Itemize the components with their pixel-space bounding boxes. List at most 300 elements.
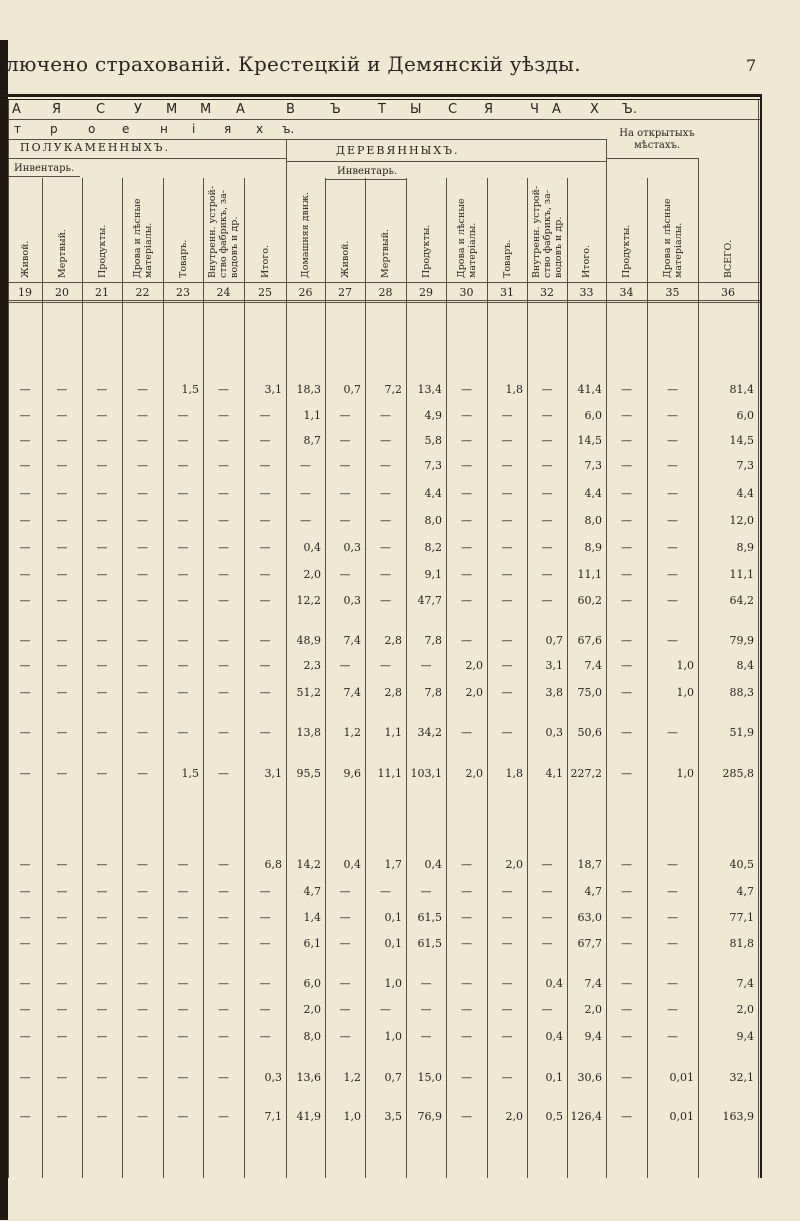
table-cell: 1,8	[505, 383, 523, 396]
table-cell: 81,4	[729, 383, 754, 396]
table-cell: —	[541, 514, 553, 527]
table-cell: 81,8	[729, 937, 754, 950]
table-cell: —	[380, 541, 391, 554]
table-cell: —	[19, 594, 31, 607]
column-number: 26	[298, 286, 313, 299]
banner-letter: е	[122, 122, 130, 136]
table-cell: —	[621, 487, 632, 500]
table-cell: —	[19, 514, 31, 527]
table-cell: 4,1	[545, 767, 563, 780]
table-cell: —	[56, 459, 68, 472]
table-cell: 51,2	[296, 686, 321, 699]
table-cell: —	[501, 459, 513, 472]
table-cell: —	[380, 459, 391, 472]
table-cell: 13,4	[417, 383, 442, 396]
table-cell: 1,0	[384, 977, 402, 990]
table-cell: 3,1	[545, 659, 563, 672]
banner-letter: ъ.	[282, 122, 295, 136]
table-cell: 0,3	[545, 726, 563, 739]
table-cell: —	[461, 459, 472, 472]
table-cell: 75,0	[577, 686, 602, 699]
table-cell: —	[667, 634, 678, 647]
table-cell: —	[56, 911, 68, 924]
table-cell: —	[177, 568, 189, 581]
table-cell: 2,8	[384, 634, 402, 647]
table-cell: 15,0	[417, 1071, 442, 1084]
table-cell: 2,0	[505, 1110, 523, 1123]
table-cell: 0,4	[545, 1030, 563, 1043]
table-cell: 11,1	[377, 767, 402, 780]
table-cell: —	[177, 594, 189, 607]
column-number: 32	[540, 286, 554, 299]
table-cell: —	[19, 767, 31, 780]
table-cell: —	[339, 459, 351, 472]
banner-letter: о	[88, 122, 96, 136]
banner-letter: Я	[52, 102, 62, 117]
table-cell: 8,4	[736, 659, 754, 672]
table-cell: —	[621, 634, 632, 647]
table-cell: —	[621, 977, 632, 990]
table-cell: 48,9	[296, 634, 321, 647]
table-cell: —	[96, 1071, 108, 1084]
table-cell: —	[541, 858, 553, 871]
table-cell: 0,4	[545, 977, 563, 990]
table-cell: 40,5	[729, 858, 754, 871]
column-number: 25	[258, 286, 272, 299]
table-cell: —	[380, 568, 391, 581]
table-cell: —	[501, 634, 513, 647]
table-cell: —	[96, 659, 108, 672]
table-cell: 6,8	[264, 858, 282, 871]
table-cell: 0,4	[303, 541, 321, 554]
table-cell: —	[461, 1030, 472, 1043]
table-cell: —	[501, 541, 513, 554]
table-cell: 11,1	[729, 568, 754, 581]
table-cell: —	[621, 514, 632, 527]
table-cell: 1,5	[181, 767, 199, 780]
banner-letter: С	[96, 102, 106, 117]
table-cell: —	[19, 686, 31, 699]
column-label: Внутренн. устрой- ство фабрикъ, за- водовъ и др.	[207, 185, 240, 278]
table-cell: 0,4	[424, 858, 442, 871]
column-rule	[42, 178, 43, 1178]
column-label: Итого.	[581, 245, 592, 278]
table-cell: 63,0	[577, 911, 602, 924]
table-cell: 1,0	[384, 1030, 402, 1043]
table-cell: 0,3	[343, 594, 361, 607]
table-cell: —	[177, 409, 189, 422]
table-cell: 34,2	[417, 726, 442, 739]
table-cell: 41,9	[296, 1110, 321, 1123]
table-cell: 1,1	[384, 726, 402, 739]
table-cell: —	[380, 885, 391, 898]
table-cell: 18,3	[296, 383, 321, 396]
table-cell: —	[19, 434, 31, 447]
inventory-right-label: Инвентарь.	[337, 166, 398, 177]
table-cell: —	[541, 937, 553, 950]
table-cell: —	[380, 659, 391, 672]
inventory-left-underline	[8, 176, 80, 177]
table-cell: —	[56, 726, 68, 739]
table-cell: —	[56, 383, 68, 396]
column-number: 36	[721, 286, 735, 299]
column-number: 21	[95, 286, 109, 299]
table-cell: —	[218, 911, 229, 924]
table-cell: 0,7	[545, 634, 563, 647]
table-cell: —	[461, 1003, 472, 1016]
table-cell: —	[461, 726, 472, 739]
table-cell: —	[621, 885, 632, 898]
table-cell: —	[461, 434, 472, 447]
table-cell: —	[137, 434, 148, 447]
frame-right	[760, 94, 762, 1178]
table-cell: —	[177, 726, 189, 739]
table-cell: —	[667, 726, 678, 739]
table-cell: —	[259, 459, 271, 472]
table-cell: —	[380, 409, 391, 422]
banner-letter: Х	[590, 102, 599, 117]
table-cell: —	[259, 726, 271, 739]
table-cell: 14,2	[296, 858, 321, 871]
banner-letter: М	[166, 102, 178, 117]
table-cell: 6,0	[736, 409, 754, 422]
table-cell: 1,0	[676, 686, 694, 699]
column-rule	[487, 178, 488, 1178]
semi-stone-underline	[8, 158, 286, 159]
table-cell: —	[19, 1030, 31, 1043]
table-cell: —	[96, 383, 108, 396]
table-cell: 0,7	[343, 383, 361, 396]
table-cell: 79,9	[729, 634, 754, 647]
table-cell: —	[621, 568, 632, 581]
table-cell: —	[56, 434, 68, 447]
table-cell: —	[137, 885, 148, 898]
table-cell: —	[621, 1003, 632, 1016]
table-cell: —	[501, 487, 513, 500]
table-cell: —	[137, 541, 148, 554]
table-cell: —	[339, 977, 351, 990]
column-label: Итого.	[259, 245, 271, 278]
top-rule	[0, 94, 760, 97]
banner-letter: і	[192, 122, 196, 136]
table-cell: —	[137, 459, 148, 472]
table-cell: —	[56, 686, 68, 699]
table-cell: —	[19, 937, 31, 950]
table-cell: 2,0	[465, 686, 483, 699]
table-cell: 2,8	[384, 686, 402, 699]
column-number: 31	[500, 286, 514, 299]
table-cell: —	[19, 459, 31, 472]
table-cell: 4,4	[736, 487, 754, 500]
column-number: 35	[665, 286, 680, 299]
table-cell: 2,0	[505, 858, 523, 871]
table-cell: —	[667, 568, 678, 581]
table-cell: —	[339, 885, 351, 898]
table-cell: —	[541, 459, 553, 472]
column-number: 20	[55, 286, 69, 299]
table-cell: —	[218, 541, 229, 554]
table-cell: —	[96, 594, 108, 607]
column-label: Мертвый.	[56, 229, 68, 278]
column-rule	[163, 178, 164, 1178]
table-cell: —	[96, 514, 108, 527]
table-cell: —	[541, 409, 553, 422]
table-cell: —	[137, 568, 148, 581]
table-cell: 61,5	[417, 911, 442, 924]
table-cell: —	[96, 634, 108, 647]
table-cell: —	[667, 434, 678, 447]
table-cell: —	[501, 409, 513, 422]
table-cell: —	[177, 459, 189, 472]
table-cell: —	[420, 885, 432, 898]
table-cell: —	[259, 409, 271, 422]
banner-letter: х	[256, 122, 264, 136]
table-cell: —	[218, 686, 229, 699]
table-cell: 7,4	[584, 977, 602, 990]
table-cell: 126,4	[570, 1110, 602, 1123]
table-cell: —	[667, 977, 678, 990]
table-cell: —	[19, 1071, 31, 1084]
table-cell: —	[137, 594, 148, 607]
table-cell: —	[501, 937, 513, 950]
table-cell: —	[96, 487, 108, 500]
column-label: Продукты.	[96, 224, 108, 278]
banner-letter: А	[12, 102, 21, 117]
table-cell: —	[218, 487, 229, 500]
binding-edge	[0, 40, 8, 1220]
table-cell: —	[667, 514, 678, 527]
column-label: Дрова и лѣсные матеріалы.	[131, 198, 154, 278]
table-cell: —	[339, 937, 351, 950]
table-cell: 8,0	[303, 1030, 321, 1043]
table-cell: —	[56, 1110, 68, 1123]
table-cell: 5,8	[424, 434, 442, 447]
table-cell: —	[461, 977, 472, 990]
table-cell: —	[501, 514, 513, 527]
table-cell: —	[461, 1071, 472, 1084]
table-cell: 13,8	[296, 726, 321, 739]
table-cell: 7,3	[424, 459, 442, 472]
table-cell: 163,9	[722, 1110, 754, 1123]
table-cell: 0,01	[669, 1071, 694, 1084]
table-cell: 1,1	[303, 409, 321, 422]
table-cell: —	[621, 541, 632, 554]
table-cell: —	[541, 911, 553, 924]
table-cell: —	[218, 726, 229, 739]
table-cell: —	[19, 568, 31, 581]
banner-letter: Ъ.	[622, 102, 637, 117]
table-cell: —	[96, 686, 108, 699]
table-cell: 1,8	[505, 767, 523, 780]
table-cell: —	[621, 937, 632, 950]
table-cell: —	[96, 568, 108, 581]
table-cell: —	[96, 541, 108, 554]
table-cell: —	[218, 977, 229, 990]
table-cell: —	[667, 383, 678, 396]
column-number: 24	[216, 286, 231, 299]
table-cell: —	[56, 858, 68, 871]
banner-letter: А	[236, 102, 245, 117]
column-label: Дрова и лѣсные матеріалы.	[661, 198, 684, 278]
table-cell: —	[137, 487, 148, 500]
table-cell: —	[19, 858, 31, 871]
table-cell: 64,2	[729, 594, 754, 607]
table-cell: —	[667, 541, 678, 554]
table-cell: 3,1	[264, 767, 282, 780]
table-cell: —	[667, 459, 678, 472]
column-number: 27	[338, 286, 352, 299]
table-cell: 13,6	[296, 1071, 321, 1084]
table-cell: —	[218, 937, 229, 950]
table-cell: —	[218, 568, 229, 581]
table-cell: 1,0	[343, 1110, 361, 1123]
table-cell: 285,8	[722, 767, 754, 780]
table-cell: —	[621, 1110, 632, 1123]
table-cell: 41,4	[577, 383, 602, 396]
table-cell: 2,0	[303, 1003, 321, 1016]
inventory-right-underline	[326, 179, 406, 180]
table-cell: —	[461, 409, 472, 422]
table-cell: 51,9	[729, 726, 754, 739]
table-cell: —	[259, 514, 271, 527]
table-cell: —	[501, 686, 513, 699]
table-cell: —	[339, 568, 351, 581]
table-cell: 0,5	[545, 1110, 563, 1123]
table-cell: —	[541, 487, 553, 500]
table-cell: —	[218, 383, 229, 396]
table-cell: 12,2	[296, 594, 321, 607]
table-cell: 0,3	[343, 541, 361, 554]
group-open-places: На открытыхъ мѣстахъ.	[619, 128, 695, 151]
table-cell: 3,5	[384, 1110, 402, 1123]
table-cell: 4,7	[584, 885, 602, 898]
banner-letter: н	[160, 122, 168, 136]
table-cell: —	[177, 911, 189, 924]
column-label: ВСЕГО.	[722, 239, 734, 278]
table-cell: —	[56, 937, 68, 950]
table-cell: —	[96, 459, 108, 472]
table-cell: 7,8	[424, 686, 442, 699]
table-cell: —	[137, 383, 148, 396]
table-cell: —	[177, 541, 189, 554]
banner-letter: Я	[484, 102, 494, 117]
table-cell: —	[259, 568, 271, 581]
table-cell: 4,4	[584, 487, 602, 500]
table-cell: 3,1	[264, 383, 282, 396]
table-cell: —	[177, 659, 189, 672]
table-cell: —	[621, 858, 632, 871]
table-cell: —	[137, 767, 148, 780]
table-cell: —	[541, 383, 553, 396]
table-cell: 14,5	[577, 434, 602, 447]
table-cell: —	[56, 1003, 68, 1016]
table-cell: —	[177, 1110, 189, 1123]
table-cell: —	[380, 1003, 391, 1016]
table-cell: —	[137, 686, 148, 699]
top-rule-thin	[0, 99, 760, 100]
table-cell: 0,4	[343, 858, 361, 871]
table-cell: 0,1	[384, 911, 402, 924]
table-cell: —	[461, 1110, 472, 1123]
table-cell: —	[621, 767, 632, 780]
banner-letter: т	[14, 122, 21, 136]
table-cell: —	[56, 767, 68, 780]
table-cell: —	[501, 1003, 513, 1016]
table-cell: 9,4	[736, 1030, 754, 1043]
table-cell: —	[259, 487, 271, 500]
table-cell: 9,1	[424, 568, 442, 581]
table-cell: —	[218, 659, 229, 672]
table-cell: —	[501, 1030, 513, 1043]
column-number: 19	[18, 286, 32, 299]
banner-letter: С	[448, 102, 458, 117]
table-cell: —	[501, 977, 513, 990]
table-cell: 1,7	[384, 858, 402, 871]
table-cell: —	[177, 1071, 189, 1084]
table-cell: —	[137, 1030, 148, 1043]
table-cell: —	[300, 459, 311, 472]
table-cell: —	[259, 686, 271, 699]
table-cell: —	[56, 541, 68, 554]
table-cell: —	[177, 1030, 189, 1043]
table-cell: —	[19, 487, 31, 500]
table-cell: —	[19, 977, 31, 990]
column-label: Мертвый.	[380, 229, 391, 278]
table-cell: 4,7	[303, 885, 321, 898]
table-cell: 1,5	[181, 383, 199, 396]
table-cell: —	[380, 594, 391, 607]
table-cell: —	[259, 1030, 271, 1043]
table-cell: 7,4	[343, 686, 361, 699]
open-places-underline	[606, 158, 698, 159]
table-cell: —	[259, 634, 271, 647]
table-cell: —	[300, 487, 311, 500]
table-cell: 95,5	[296, 767, 321, 780]
table-cell: —	[137, 659, 148, 672]
table-cell: —	[667, 1030, 678, 1043]
table-cell: —	[541, 434, 553, 447]
table-cell: 4,9	[424, 409, 442, 422]
column-number: 29	[419, 286, 433, 299]
table-cell: 60,2	[577, 594, 602, 607]
column-rule	[244, 178, 245, 1178]
column-label: Домашняя движ.	[300, 192, 311, 278]
table-cell: —	[420, 1030, 432, 1043]
table-cell: —	[218, 767, 229, 780]
table-cell: —	[96, 434, 108, 447]
table-cell: 47,7	[417, 594, 442, 607]
table-cell: —	[420, 977, 432, 990]
table-cell: —	[218, 1030, 229, 1043]
table-cell: 6,0	[303, 977, 321, 990]
table-cell: 2,0	[465, 767, 483, 780]
table-cell: 0,1	[384, 937, 402, 950]
banner-letter: Ы	[410, 102, 422, 117]
table-cell: —	[19, 541, 31, 554]
table-cell: 103,1	[410, 767, 442, 780]
table-cell: 88,3	[729, 686, 754, 699]
table-cell: —	[218, 634, 229, 647]
column-rule	[567, 178, 568, 1178]
table-cell: —	[218, 409, 229, 422]
table-cell: 9,6	[343, 767, 361, 780]
table-cell: —	[339, 1030, 351, 1043]
table-cell: —	[259, 885, 271, 898]
column-number: 28	[378, 286, 393, 299]
table-cell: —	[56, 1030, 68, 1043]
banner-letter: В	[286, 102, 295, 117]
table-cell: 8,0	[584, 514, 602, 527]
